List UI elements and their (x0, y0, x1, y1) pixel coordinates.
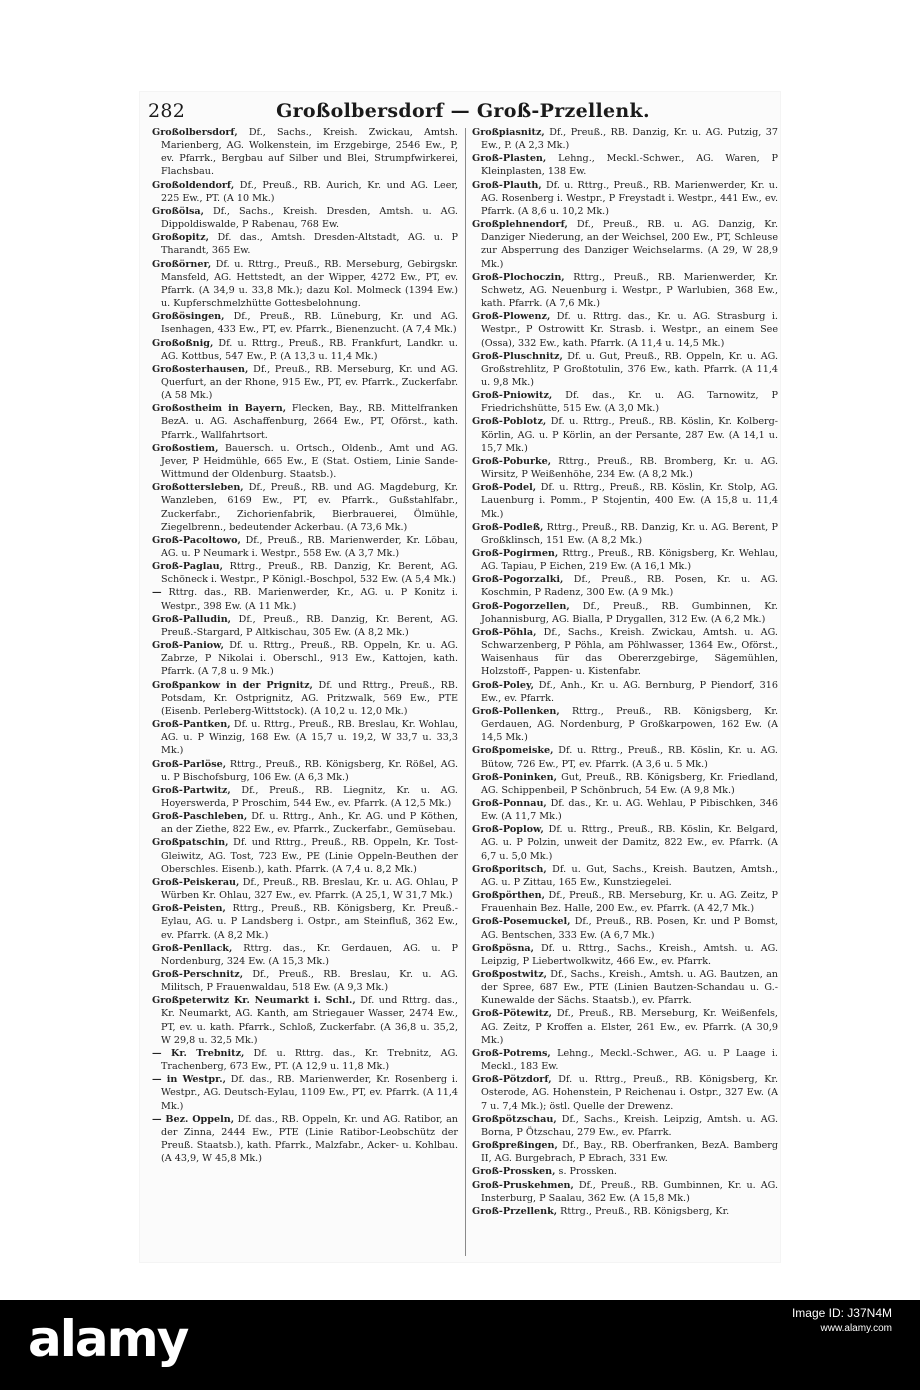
entry-text: s. Prossken. (558, 1166, 617, 1178)
gazetteer-entry (472, 310, 778, 349)
gazetteer-entry (472, 350, 778, 389)
gazetteer-entry (472, 744, 778, 770)
gazetteer-entry (472, 126, 778, 152)
entry-headword: Großpiasnitz, (472, 127, 545, 138)
gazetteer-entry (472, 600, 778, 626)
gazetteer-entry (152, 613, 458, 639)
entry-headword: Großostheim in Bayern, (152, 403, 287, 415)
gazetteer-entry (472, 271, 778, 310)
gazetteer-entry (472, 1113, 778, 1139)
gazetteer-entry (472, 915, 778, 941)
entry-headword: Großpatschin, (152, 837, 229, 849)
entry-text: Df., Bay., RB. Oberfranken, BezA. Bamberg II, AG. Burgebrach, P Ebrach, 331 Ew. (481, 1140, 778, 1165)
entry-headword: Großpeterwitz Kr. Neumarkt i. Schl., (152, 995, 356, 1007)
entry-text: Df. u. Rttrg. das., Kr. u. AG. Strasburg i. Westpr., P Ostrowitt Kr. Strasb. i. Westpr., an einem See (Ossa), 332 Ew., kath. Pfarrk. (A 11,4 u. 14,5 Mk.) (481, 311, 778, 349)
entry-text: Df. u. Rttrg., Sachs., Kreish., Amtsh. u. AG. Leipzig, P Liebertwolkwitz, 466 Ew., ev. Pfarrk. (481, 942, 778, 967)
entry-headword: Groß-Potrems, (472, 1047, 551, 1059)
entry-text: Df. u. Rttrg., Preuß., RB. Köslin, Kr. Kolberg-Körlin, AG. u. P Körlin, an der Persante, 287 Ew. (A 14,1 u. 15,7 Mk.) (481, 416, 778, 454)
gazetteer-entry (152, 586, 458, 612)
entry-text: Df. das., Amtsh. Dresden-Altstadt, AG. u. P Tharandt, 365 Ew. (161, 232, 458, 257)
entry-text: Df. u. Rttrg., Preuß., RB. Breslau, Kr. Wohlau, AG. u. P Winzig, 168 Ew. (A 15,7 u. 19,2, W 33,7 u. 33,3 Mk.) (161, 719, 458, 757)
entry-text: Df. u. Rttrg., Anh., Kr. AG. und P Köthen, an der Ziethe, 822 Ew., ev. Pfarrk., Zuckerfabr., Gemüsebau. (161, 811, 458, 836)
entry-text: Df., Sachs., Kreish., Amtsh. u. AG. Bautzen, an der Spree, 687 Ew., PTE (Linien Bautzen-Schandau u. G.-Kunewalde der Sächs. Staatsb.), ev. Pfarrk. (481, 969, 778, 1007)
gazetteer-entry (152, 126, 458, 179)
gazetteer-entry (472, 415, 778, 454)
gazetteer-entry (152, 258, 458, 311)
entry-headword: Groß-Poley, (472, 679, 535, 691)
entry-text: Df. u. Rttrg., Preuß., RB. Köslin, Kr. Stolp, AG. Lauenburg i. Pomm., P Stojentin, 400 Ew. (A 15,8 u. 11,4 Mk.) (481, 482, 778, 520)
gazetteer-entry (472, 455, 778, 481)
entry-headword: Groß-Paschleben, (152, 811, 248, 823)
entry-headword: Groß-Poburke, (472, 455, 552, 467)
entry-headword: Groß-Posemuckel, (472, 916, 571, 928)
gazetteer-entry (152, 560, 458, 586)
gazetteer-entry (472, 771, 778, 797)
gazetteer-entry (472, 1205, 778, 1218)
gazetteer-entry (152, 1047, 458, 1073)
entry-headword: Groß-Paniow, (152, 640, 224, 652)
entry-headword: Groß-Pogirmen, (472, 548, 559, 559)
gazetteer-entry (152, 231, 458, 257)
entry-headword: Groß-Pollenken, (472, 705, 560, 717)
entry-headword: Großoßnig, (152, 337, 214, 349)
entry-headword: Großpreßingen, (472, 1140, 558, 1152)
entry-headword: Groß-Pöhla, (472, 626, 537, 638)
entry-headword: Groß-Paglau, (152, 561, 223, 573)
entry-headword: — Kr. Trebnitz, (152, 1047, 245, 1059)
entry-headword: Großörner, (152, 258, 212, 270)
entry-text: Df., Sachs., Kreish. Leipzig, Amtsh. u. AG. Borna, P Ötzschau, 279 Ew., ev. Pfarrk. (481, 1113, 778, 1138)
entry-text: Rttrg., Preuß., RB. Königsberg, Kr. Gerdauen, AG. Nordenburg, P Großkarpowen, 162 Ew. (A 14,5 Mk.) (481, 705, 778, 744)
gazetteer-entry (152, 902, 458, 941)
entry-text: Rttrg., Preuß., RB. Königsberg, Kr. Preuß.-Eylau, AG. u. P Landsberg i. Ostpr., am Steinfluß, 362 Ew., ev. Pfarrk. (A 8,2 Mk.) (161, 903, 458, 941)
entry-text: Rttrg., Preuß., RB. Königsberg, Kr. (560, 1205, 730, 1217)
entry-text: Df., Preuß., RB. Lüneburg, Kr. und AG. Isenhagen, 433 Ew., PT, ev. Pfarrk., Bienenzucht. (A 7,4 Mk.) (161, 311, 458, 336)
entry-text: Df., Preuß., RB. Gumbinnen, Kr. Johannisburg, AG. Bialla, P Drygallen, 312 Ew. (A 6,2 Mk.) (481, 600, 778, 625)
stock-url: www.alamy.com (820, 1323, 892, 1334)
entry-headword: Groß-Przellenk, (472, 1205, 558, 1217)
gazetteer-entry (472, 179, 778, 218)
left-column (152, 126, 458, 1256)
gazetteer-entry (472, 1165, 778, 1178)
gazetteer-entry (472, 1047, 778, 1073)
entry-text: Rttrg., Preuß., RB. Danzig, Kr. Berent, AG. Schöneck i. Westpr., P Königl.-Boschpol, 532 Ew. (A 5,4 Mk.) (161, 561, 458, 586)
entry-text: Df., Sachs., Kreish. Dresden, Amtsh. u. AG. Dippoldiswalde, P Rabenau, 768 Ew. (161, 205, 458, 231)
stock-info (792, 1306, 892, 1336)
gazetteer-entry (152, 179, 458, 205)
running-title: Großolbersdorf — Groß-Przellenk. (276, 100, 650, 122)
entry-text: Rttrg., Preuß., RB. Bromberg, Kr. u. AG. Wirsitz, P Weißenhöhe, 234 Ew. (A 8,2 Mk.) (481, 455, 778, 481)
entry-headword: Groß-Partwitz, (152, 784, 231, 796)
entry-text: Df. u. Gut, Preuß., RB. Oppeln, Kr. u. AG. Großstrehlitz, P Großtotulin, 376 Ew., kath. Pfarrk. (A 11,4 u. 9,8 Mk.) (481, 350, 778, 388)
entry-text: Df. und Rttrg., Preuß., RB. Potsdam, Kr. Ostprignitz, AG. Pritzwalk, 569 Ew., PTE (Eisenb. Perleberg-Wittstock). (A 10,2 u. 12,0 Mk.) (161, 679, 458, 717)
entry-text: Df., Preuß., RB. Breslau, Kr. u. AG. Militsch, P Frauenwaldau, 518 Ew. (A 9,3 Mk.) (161, 969, 458, 994)
gazetteer-entry (152, 679, 458, 718)
entry-text: Rttrg., Preuß., RB. Königsberg, Kr. Rößel, AG. u. P Bischofsburg, 106 Ew. (A 6,3 Mk.) (161, 758, 458, 783)
gazetteer-entry (472, 1179, 778, 1205)
entry-headword: Großösingen, (152, 311, 225, 323)
entry-text: Df., Sachs., Kreish. Zwickau, Amtsh. Marienberg, AG. Wolkenstein, im Erzgebirge, 2546 Ew., P, ev. Pfarrk., Bergbau auf Silber und Blei, Strumpfwirkerei, Flachsbau. (161, 127, 458, 178)
entry-text: Df., Preuß., RB. Gumbinnen, Kr. u. AG. Insterburg, P Saalau, 362 Ew. (A 15,8 Mk.) (481, 1179, 778, 1204)
entry-text: Df. das., Kr. u. AG. Tarnowitz, P Friedrichshütte, 515 Ew. (A 3,0 Mk.) (481, 390, 778, 415)
entry-headword: Großpötzschau, (472, 1113, 557, 1125)
gazetteer-entry (472, 942, 778, 968)
gazetteer-entry (152, 758, 458, 784)
entry-text: Df., Preuß., RB. u. AG. Danzig, Kr. Danziger Niederung, an der Weichsel, 200 Ew., PT, Schleuse zur Absperrung des Danziger Weichselarms. (A 29, W 28,9 Mk.) (481, 219, 778, 270)
entry-text: Df. u. Rttrg., Preuß., RB. Frankfurt, Landkr. u. AG. Kottbus, 547 Ew., P. (A 13,3 u. 11,4 Mk.) (161, 337, 458, 362)
gazetteer-entry (152, 836, 458, 875)
entry-text: Df. das., RB. Marienwerder, Kr. Rosenberg i. Westpr., AG. Deutsch-Eylau, 1109 Ew., PT, ev. Pfarrk. (A 11,4 Mk.) (161, 1074, 458, 1112)
gazetteer-entry (152, 337, 458, 363)
gazetteer-entry (152, 876, 458, 902)
entry-text: Df. und Rttrg. das., Kr. Neumarkt, AG. Kanth, am Striegauer Wasser, 2474 Ew., PT, ev. u. kath. Pfarrk., Schloß, Zuckerfabr. (A 36,8 u. 35,2, W 29,8 u. 32,5 Mk.) (161, 995, 458, 1046)
entry-text: Rttrg., Preuß., RB. Marienwerder, Kr. Schwetz, AG. Neuenburg i. Westpr., P Warlubien, 368 Ew., kath. Pfarrk. (A 7,6 Mk.) (481, 271, 778, 310)
entry-headword: Groß-Plowenz, (472, 311, 551, 323)
brand-logo: alamy (28, 1310, 188, 1368)
entry-headword: Groß-Poplow, (472, 824, 544, 836)
gazetteer-entry (472, 626, 778, 679)
entry-headword: Groß-Pacoltowo, (152, 534, 241, 546)
image-id: Image ID: J37N4M (791, 1306, 892, 1320)
gazetteer-entry (152, 310, 458, 336)
gazetteer-entry (152, 1073, 458, 1112)
entry-headword: Groß-Peiskerau, (152, 876, 240, 888)
entry-headword: Groß-Pogorzalki, (472, 574, 564, 586)
entry-headword: Großpörthen, (472, 890, 545, 902)
entry-text: Df., Preuß., RB. Liegnitz, Kr. u. AG. Hoyerswerda, P Proschim, 544 Ew., ev. Pfarrk. (A 12,5 Mk.) (161, 784, 458, 809)
entry-headword: Groß-Prossken, (472, 1166, 556, 1178)
entry-headword: — Bez. Oppeln, (152, 1113, 235, 1125)
entry-headword: Groß-Pötzdorf, (472, 1074, 552, 1086)
entry-headword: Großosterhausen, (152, 363, 249, 375)
entry-text: Df. u. Rttrg., Preuß., RB. Königsberg, Kr. Osterode, AG. Hohenstein, P Reichenau i. Ostpr., 327 Ew. (A 7 u. 7,4 Mk.); östl. Quelle der Drewenz. (481, 1074, 778, 1112)
entry-headword: Großpösna, (472, 942, 534, 954)
entry-headword: Großporitsch, (472, 863, 547, 875)
entry-text: Df., Preuß., RB. und AG. Magdeburg, Kr. Wanzleben, 6169 Ew., PT, ev. Pfarrk., Gußstahlfabr., Zuckerfabr., Zichorienfabrik, Bierbrauerei, Ölmühle, Ziegelbrenn., bedeutender Ackerbau. (A 73,6 Mk.) (161, 482, 458, 533)
entry-headword: Großolbersdorf, (152, 127, 238, 138)
entry-text: Rttrg. das., RB. Marienwerder, Kr., AG. u. P Konitz i. Westpr., 398 Ew. (A 11 Mk.) (161, 587, 458, 612)
entry-text: Df., Preuß., RB. Danzig, Kr. Berent, AG. Preuß.-Stargard, P Altkischau, 305 Ew. (A 8,2 Mk.) (161, 613, 458, 638)
entry-headword: — (152, 587, 162, 599)
gazetteer-entry (472, 679, 778, 705)
entry-text: Df. das., Kr. u. AG. Wehlau, P Pibischken, 346 Ew. (A 11,7 Mk.) (481, 797, 778, 823)
entry-headword: Groß-Plochoczin, (472, 271, 565, 283)
entry-headword: Großölsa, (152, 205, 204, 217)
gazetteer-entry (472, 573, 778, 599)
entry-text: Lehng., Meckl.-Schwer., AG. Waren, P Kleinplasten, 138 Ew. (481, 153, 778, 178)
entry-text: Df., Sachs., Kreish. Zwickau, Amtsh. u. AG. Schwarzenberg, P Pöhla, am Pöhlwasser, 1364 Ew., Oförst., Waisenhaus für das Obererzgebirge, Sägemühlen, Holzstoff-, Pappen- u. Kistenfabr. (481, 626, 778, 678)
entry-headword: Groß-Ponnau, (472, 797, 547, 809)
entry-text: Flecken, Bay., RB. Mittelfranken BezA. u. AG. Aschaffenburg, 2664 Ew., PT, Oförst., kath. Pfarrk., Wallfahrtsort. (161, 403, 458, 441)
entry-text: Df. u. Rttrg., Preuß., RB. Köslin, Kr. u. AG. Bütow, 726 Ew., PT, ev. Pfarrk. (A 3,6 u. 5 Mk.) (481, 745, 778, 770)
entry-headword: Groß-Plasten, (472, 153, 547, 165)
entry-text: Df. u. Rttrg. das., Kr. Trebnitz, AG. Trachenberg, 673 Ew., PT. (A 12,9 u. 11,8 Mk.) (161, 1047, 458, 1073)
entry-text: Df. u. Rttrg., Preuß., RB. Merseburg, Gebirgskr. Mansfeld, AG. Hettstedt, an der Wipper, 4272 Ew., PT, ev. Pfarrk. (A 34,9 u. 33,8 Mk.); dazu Kol. Molmeck (1394 Ew.) u. Kupferschmelzhütte Gottesbelohnung. (161, 258, 458, 310)
entry-headword: Groß-Pluschnitz, (472, 350, 563, 362)
gazetteer-entry (152, 481, 458, 534)
entry-headword: Großostiem, (152, 442, 219, 454)
entry-text: Gut, Preuß., RB. Königsberg, Kr. Friedland, AG. Schippenbeil, P Schönbruch, 54 Ew. (A 9,8 Mk.) (481, 771, 778, 796)
entry-headword: Groß-Pruskehmen, (472, 1179, 574, 1191)
gazetteer-entry (152, 810, 458, 836)
gazetteer-entry (472, 521, 778, 547)
entry-text: Df. und Rttrg., Preuß., RB. Oppeln, Kr. Tost-Gleiwitz, AG. Tost, 723 Ew., PE (Linie Oppeln-Beuthen der Oberschles. Eisenb.), kath. Pfarrk. (A 7,4 u. 8,2 Mk.) (161, 837, 458, 875)
entry-headword: Groß-Penllack, (152, 942, 233, 954)
entry-headword: Groß-Poblotz, (472, 416, 547, 428)
gazetteer-entry (152, 205, 458, 231)
entry-headword: Groß-Palludin, (152, 613, 232, 625)
entry-text: Df., Preuß., RB. Merseburg, Kr. und AG. Querfurt, an der Rhone, 915 Ew., PT, ev. Pfarrk., Zuckerfabr. (A 58 Mk.) (161, 363, 458, 402)
gazetteer-entry (472, 705, 778, 744)
entry-headword: Großpostwitz, (472, 969, 547, 980)
gazetteer-entry (472, 389, 778, 415)
gazetteer-entry (472, 968, 778, 1007)
entry-headword: Groß-Pötewitz, (472, 1008, 552, 1020)
gazetteer-entry (472, 152, 778, 178)
entry-headword: Groß-Podel, (472, 482, 537, 494)
gazetteer-entry (152, 402, 458, 441)
gazetteer-entry (472, 547, 778, 573)
entry-headword: Groß-Peisten, (152, 903, 226, 915)
gazetteer-entry (472, 481, 778, 520)
entry-headword: Groß-Plauth, (472, 179, 542, 191)
gazetteer-entry (472, 218, 778, 271)
entry-headword: — in Westpr., (152, 1074, 226, 1086)
entry-text: Df., Preuß., RB. Merseburg, Kr. Weißenfels, AG. Zeitz, P Kroffen a. Elster, 261 Ew., ev. Pfarrk. (A 30,9 Mk.) (481, 1008, 778, 1046)
gazetteer-entry (472, 797, 778, 823)
gazetteer-entry (152, 534, 458, 560)
right-column (472, 126, 778, 1256)
gazetteer-entry (152, 718, 458, 757)
entry-headword: Großoldendorf, (152, 179, 235, 191)
gazetteer-entry (152, 994, 458, 1047)
entry-text: Df. das., RB. Oppeln, Kr. und AG. Ratibor, an der Zinna, 2444 Ew., PTE (Linie Ratibor-Leobschütz der Preuß. Staatsb.), kath. Pfarrk., Malzfabr., Acker- u. Kohlbau. (A 43,9, W 45,8 Mk.) (161, 1113, 458, 1165)
gazetteer-entry (472, 889, 778, 915)
page-header (148, 100, 778, 124)
entry-text: Rttrg., Preuß., RB. Königsberg, Kr. Wehlau, AG. Tapiau, P Eichen, 219 Ew. (A 16,1 Mk.) (481, 548, 778, 573)
entry-text: Df. u. Rttrg., Preuß., RB. Marienwerder, Kr. u. AG. Rosenberg i. Westpr., P Freystadt i. Westpr., 441 Ew., ev. Pfarrk. (A 8,6 u. 10,2 Mk.) (481, 179, 778, 217)
entry-headword: Groß-Pantken, (152, 719, 231, 731)
entry-headword: Groß-Pogorzellen, (472, 600, 570, 612)
gazetteer-entry (472, 863, 778, 889)
entry-text: Df., Preuß., RB. Posen, Kr. u. AG. Koschmin, P Radenz, 300 Ew. (A 9 Mk.) (481, 574, 778, 599)
entry-headword: Groß-Perschnitz, (152, 969, 244, 980)
entry-headword: Groß-Parlöse, (152, 758, 227, 770)
gazetteer-entry (152, 1113, 458, 1166)
entry-text: Df. u. Rttrg., Preuß., RB. Oppeln, Kr. u. AG. Zabrze, P Nikolai i. Oberschl., 913 Ew., Kattojen, kath. Pfarrk. (A 7,8 u. 9 Mk.) (161, 640, 458, 678)
entry-headword: Groß-Poninken, (472, 771, 557, 783)
gazetteer-entry (152, 942, 458, 968)
page-number: 282 (148, 100, 186, 122)
gazetteer-entry (472, 1073, 778, 1112)
entry-text: Df., Preuß., RB. Posen, Kr. und P Bomst, AG. Bentschen, 333 Ew. (A 6,7 Mk.) (481, 916, 778, 941)
entry-text: Rttrg., Preuß., RB. Danzig, Kr. u. AG. Berent, P Großklinsch, 151 Ew. (A 8,2 Mk.) (481, 521, 778, 546)
entry-headword: Großottersleben, (152, 482, 244, 494)
entry-text: Lehng., Meckl.-Schwer., AG. u. P Laage i. Meckl., 183 Ew. (481, 1047, 778, 1073)
gazetteer-entry (472, 823, 778, 862)
entry-text: Bauersch. u. Ortsch., Oldenb., Amt und AG. Jever, P Heidmühle, 665 Ew., E (Stat. Ostiem, Linie Sande-Wittmund der Oldenburg. Staatsb.). (161, 442, 458, 481)
gazetteer-entry (472, 1007, 778, 1046)
entry-text: Df., Preuß., RB. Danzig, Kr. u. AG. Putzig, 37 Ew., P. (A 2,3 Mk.) (481, 127, 778, 152)
gazetteer-entry (472, 1139, 778, 1165)
entry-text: Df., Preuß., RB. Breslau, Kr. u. AG. Ohlau, P Würben Kr. Ohlau, 327 Ew., ev. Pfarrk. (A 25,1, W 31,7 Mk.) (161, 876, 458, 902)
entry-headword: Groß-Pniowitz, (472, 390, 553, 402)
entry-text: Df. u. Rttrg., Preuß., RB. Köslin, Kr. Belgard, AG. u. P Polzin, unweit der Damitz, 822 Ew., ev. Pfarrk. (A 6,7 u. 5,0 Mk.) (481, 824, 778, 862)
gazetteer-entry (152, 784, 458, 810)
entry-text: Df., Preuß., RB. Merseburg, Kr. u. AG. Zeitz, P Frauenhain Bez. Halle, 200 Ew., ev. Pfarrk. (A 42,7 Mk.) (481, 890, 778, 915)
gazetteer-entry (152, 639, 458, 678)
column-divider (465, 128, 466, 1256)
entry-text: Df., Preuß., RB. Aurich, Kr. und AG. Leer, 225 Ew., PT. (A 10 Mk.) (161, 179, 458, 204)
entry-text: Rttrg. das., Kr. Gerdauen, AG. u. P Nordenburg, 324 Ew. (A 15,3 Mk.) (161, 942, 458, 967)
entry-text: Df. u. Gut, Sachs., Kreish. Bautzen, Amtsh., AG. u. P Zittau, 165 Ew., Kunstziegelei. (481, 863, 778, 888)
gazetteer-entry (152, 442, 458, 481)
entry-headword: Großpankow in der Prignitz, (152, 679, 313, 691)
entry-headword: Groß-Podleß, (472, 521, 544, 533)
entry-headword: Großpomeiske, (472, 745, 554, 757)
gazetteer-entry (152, 968, 458, 994)
entry-text: Df., Preuß., RB. Marienwerder, Kr. Löbau, AG. u. P Neumark i. Westpr., 558 Ew. (A 3,7 Mk.) (161, 534, 458, 559)
entry-headword: Großplehnendorf, (472, 219, 568, 231)
gazetteer-entry (152, 363, 458, 402)
entry-text: Df., Anh., Kr. u. AG. Bernburg, P Piendorf, 316 Ew., ev. Pfarrk. (481, 679, 778, 704)
entry-headword: Großopitz, (152, 232, 209, 244)
